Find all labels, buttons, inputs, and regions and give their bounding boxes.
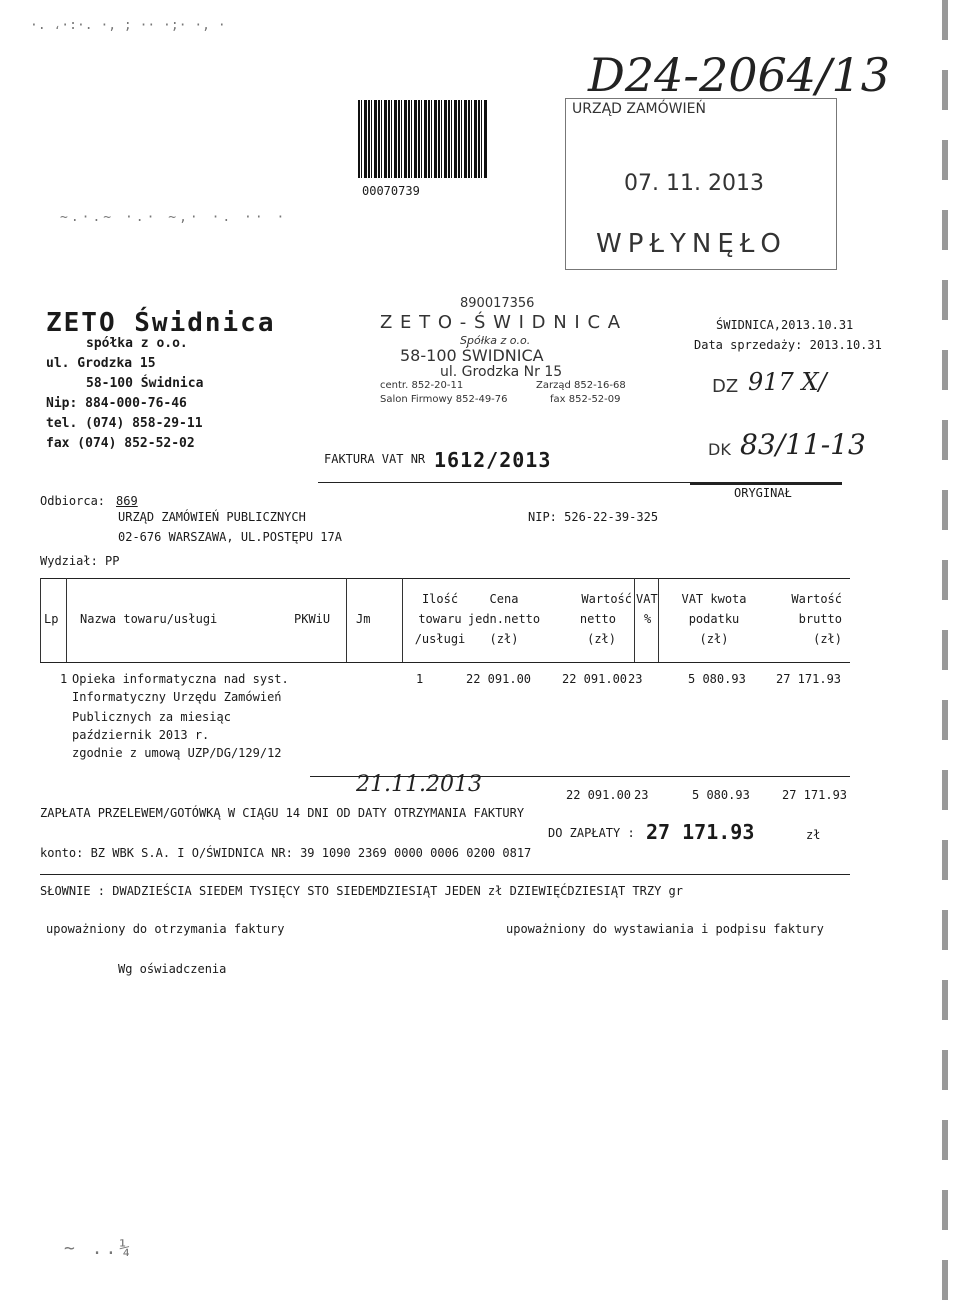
scan-noise: ~.·.~ ·.· ~,· ·. ·· · xyxy=(60,210,288,225)
row-qty: 1 xyxy=(416,672,424,686)
header-name: Nazwa towaru/usługi xyxy=(80,612,218,626)
row-name-line: październik 2013 r. xyxy=(72,728,210,742)
seller-stamp-fax: fax 852-52-09 xyxy=(550,394,621,405)
header-vat-amount-3: (zł) xyxy=(699,632,729,646)
seller-stamp-salon: Salon Firmowy 852-49-76 xyxy=(380,394,508,405)
seller-company: spółka z o.o. xyxy=(86,336,188,351)
header-lp: Lp xyxy=(44,612,59,626)
scan-noise: ·. ،·:·. ·, ; ·· ·;· ·, · xyxy=(30,18,226,33)
row-net: 22 091.00 xyxy=(562,672,628,686)
signature-receiver: upoważniony do otrzymania faktury xyxy=(46,922,285,936)
scan-noise: ~ ..¼ xyxy=(64,1238,134,1259)
header-jm: Jm xyxy=(356,612,371,626)
col-divider xyxy=(40,578,41,662)
barcode xyxy=(358,100,488,178)
invoice-title-label: FAKTURA VAT NR xyxy=(324,452,426,466)
header-qty-3: /usługi xyxy=(414,632,466,646)
invoice-place-date: ŚWIDNICA,2013.10.31 xyxy=(716,318,854,332)
seller-stamp-street: ul. Grodzka Nr 15 xyxy=(440,364,563,380)
total-gross: 27 171.93 xyxy=(782,788,848,802)
header-qty-1: Ilość xyxy=(421,592,459,606)
seller-nip: Nip: 884-000-76-46 xyxy=(46,396,187,411)
dz-label: DZ xyxy=(712,376,739,397)
seller-street: ul. Grodzka 15 xyxy=(46,356,156,371)
copy-label: ORYGINAŁ xyxy=(734,486,792,500)
header-gross-2: brutto xyxy=(798,612,842,626)
invoice-number: 1612/2013 xyxy=(434,448,552,472)
seller-stamp-zarzad: Zarząd 852-16-68 xyxy=(536,380,626,391)
seller-city: 58-100 Świdnica xyxy=(86,376,204,391)
buyer-nip: NIP: 526-22-39-325 xyxy=(528,510,659,524)
buyer-dept: Wydział: PP xyxy=(40,554,120,568)
table-top-rule xyxy=(40,578,850,579)
col-divider xyxy=(402,578,403,662)
col-divider xyxy=(658,578,659,662)
col-divider xyxy=(346,578,347,662)
header-qty-2: towaru xyxy=(418,612,462,626)
table-header-rule xyxy=(40,662,850,663)
header-vat-amount-1: VAT kwota xyxy=(681,592,747,606)
total-vat: 23 xyxy=(634,788,649,802)
seller-stamp-centr: centr. 852-20-11 xyxy=(380,380,464,391)
seller-stamp-name: Z E T O - Ś W I D N I C A xyxy=(380,312,622,333)
due-label: DO ZAPŁATY : xyxy=(548,826,635,840)
header-net-2: netto xyxy=(579,612,616,626)
header-net-3: (zł) xyxy=(587,632,616,646)
row-price: 22 091.00 xyxy=(466,672,532,686)
row-name-line: Publicznych za miesiąc xyxy=(72,710,231,724)
header-price-1: Cena xyxy=(489,592,519,606)
stamp-office: URZĄD ZAMÓWIEŃ xyxy=(572,101,706,117)
header-price-2: jedn.netto xyxy=(467,612,541,626)
barcode-number: 00070739 xyxy=(362,184,420,198)
row-gross: 27 171.93 xyxy=(776,672,842,686)
title-rule xyxy=(318,482,690,483)
dk-label: DK xyxy=(708,440,731,459)
stamp-received: WPŁYNĘŁO xyxy=(596,229,787,259)
buyer-address: 02-676 WARSZAWA, UL.POSTĘPU 17A xyxy=(118,530,342,544)
total-vat-amount: 5 080.93 xyxy=(692,788,750,802)
row-vat: 23 xyxy=(628,672,643,686)
col-divider xyxy=(66,578,67,662)
header-vat-2: % xyxy=(644,612,652,626)
amount-in-words: SŁOWNIE : DWADZIEŚCIA SIEDEM TYSIĘCY STO SIEDEMDZIESIĄT JEDEN zł DZIEWIĘĆDZIESIĄT TRZY gr xyxy=(40,884,683,898)
row-lp: 1 xyxy=(60,672,68,686)
row-name-line: Informatyczny Urzędu Zamówień xyxy=(72,690,282,704)
seller-phone: tel. (074) 858-29-11 xyxy=(46,416,203,431)
buyer-label: Odbiorca: xyxy=(40,494,106,508)
signature-note: Wg oświadczenia xyxy=(118,962,227,976)
header-vat-1: VAT xyxy=(636,592,658,606)
seller-stamp-city: 58-100 ŚWIDNICA xyxy=(400,346,544,365)
col-divider xyxy=(634,578,635,662)
seller-brand: ZETO Świdnica xyxy=(46,308,276,338)
stamp-date: 07. 11. 2013 xyxy=(624,171,764,196)
header-gross-3: (zł) xyxy=(813,632,842,646)
words-rule xyxy=(40,874,850,875)
buyer-name: URZĄD ZAMÓWIEŃ PUBLICZNYCH xyxy=(118,510,306,524)
seller-stamp-number: 890017356 xyxy=(460,296,535,311)
header-vat-amount-2: podatku xyxy=(688,612,740,626)
due-currency: zł xyxy=(806,828,821,842)
registry-handwriting: D24-2064/13 xyxy=(588,48,891,102)
seller-fax: fax (074) 852-52-02 xyxy=(46,436,195,451)
total-net: 22 091.00 xyxy=(566,788,632,802)
scan-edge-artifact xyxy=(942,0,948,1306)
header-price-3: (zł) xyxy=(489,632,519,646)
dk-value: 83/11-13 xyxy=(740,428,866,461)
dz-value: 917 X/ xyxy=(748,368,827,396)
header-pkwiu: PKWiU xyxy=(294,612,331,626)
row-vat-amount: 5 080.93 xyxy=(688,672,746,686)
title-rule-bold xyxy=(690,482,842,485)
header-net-1: Wartość xyxy=(581,592,632,606)
signature-issuer: upoważniony do wystawiania i podpisu faktury xyxy=(506,922,824,936)
handwritten-date: 21.11.2013 xyxy=(356,772,482,797)
bank-account: konto: BZ WBK S.A. I O/ŚWIDNICA NR: 39 1090 2369 0000 0006 0200 0817 xyxy=(40,846,532,860)
payment-terms: ZAPŁATA PRZELEWEM/GOTÓWKĄ W CIĄGU 14 DNI OD DATY OTRZYMANIA FAKTURY xyxy=(40,806,525,820)
invoice-sale-date: Data sprzedaży: 2013.10.31 xyxy=(694,338,882,352)
due-amount: 27 171.93 xyxy=(646,820,755,844)
row-name-line: zgodnie z umową UZP/DG/129/12 xyxy=(72,746,282,760)
buyer-code: 869 xyxy=(116,494,138,508)
seller-stamp-form: Spółka z o.o. xyxy=(460,334,531,347)
row-name-line: Opieka informatyczna nad syst. xyxy=(72,672,289,686)
header-gross-1: Wartość xyxy=(791,592,842,606)
received-stamp xyxy=(565,98,837,270)
